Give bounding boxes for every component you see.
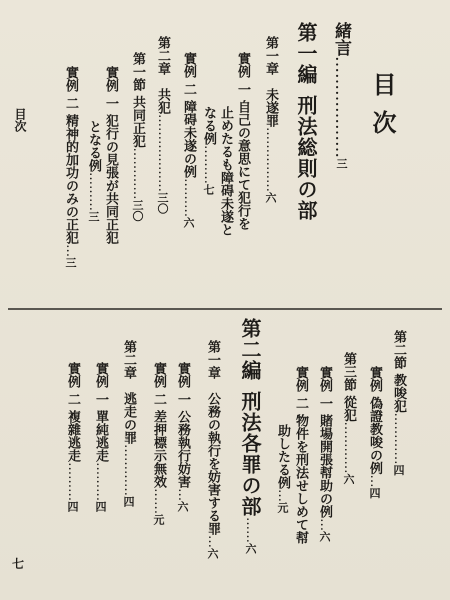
ch1-page: 六 xyxy=(264,192,277,203)
b-ch2-title: 逃走の罪 xyxy=(121,392,136,444)
toc-ex5[interactable]: 實例 偽證教唆の例…四 xyxy=(367,366,382,499)
ch1-label: 第一章 xyxy=(263,36,278,75)
toc-sec2[interactable]: 第二節 教唆犯…………四 xyxy=(391,330,406,476)
toc-part1[interactable] xyxy=(296,22,316,221)
ex6-page: 六 xyxy=(318,531,331,543)
toc-b-ex2[interactable]: 實例 二 差押標示無效……元 xyxy=(151,362,166,526)
b-ex3-title: 實例 一 單純逃走 xyxy=(93,362,108,463)
toc-part2[interactable]: 第二編刑法各罪の部……六 xyxy=(238,318,262,554)
ex6-title: 實例 一 賭場開張幇助の例 xyxy=(317,366,332,519)
b-ex2-page: 元 xyxy=(152,514,165,526)
ch2-page: 三〇 xyxy=(156,192,169,214)
toc-b-ex3[interactable]: 實例 一 單純逃走………四 xyxy=(93,362,108,513)
toc-ch1[interactable]: 第一章 未遂罪……………六 xyxy=(263,36,278,203)
margin-title: 目次 xyxy=(13,108,27,132)
ex4-page: 三 xyxy=(64,257,77,269)
toc-ex1-line3: なる例………七 xyxy=(201,106,216,195)
b-ch2-page: 四 xyxy=(122,496,135,507)
toc-ex4[interactable]: 實例 二 精神的加功のみの正犯…三 xyxy=(63,66,78,269)
toc-ex7-line2: 助したる例…元 xyxy=(275,424,290,513)
toc-ch2[interactable]: 第二章 共犯………………三〇 xyxy=(155,36,170,214)
toc-b-ch2[interactable]: 第二章 逃走の罪…………四 xyxy=(121,340,136,507)
sec2-title: 第二節 教唆犯 xyxy=(391,330,406,413)
b-ex4-title: 實例 二 複雜逃走 xyxy=(65,362,80,463)
ex5-page: 四 xyxy=(368,487,381,499)
toc-ex6[interactable]: 實例 一 賭場開張幇助の例…六 xyxy=(317,366,332,543)
toc-ex3-line2: となる例………三 xyxy=(86,120,101,222)
ch2-label: 第二章 xyxy=(155,36,170,75)
ex1-line3-text: なる例 xyxy=(201,106,216,145)
sec3-page: 六 xyxy=(342,473,355,485)
part1-title: 刑法総則の部 xyxy=(294,95,318,221)
margin-page-number: 七 xyxy=(12,557,25,571)
ex2-title: 實例 二 障碍未遂の例 xyxy=(181,52,196,179)
toc-ex7-line1[interactable]: 實例 二 物件を刑法せしめて幇 xyxy=(293,366,308,545)
sec1-page: 三〇 xyxy=(131,199,144,222)
b-ex2-title: 實例 二 差押標示無效 xyxy=(151,362,166,489)
b-ch1-page: 六 xyxy=(206,548,219,559)
part2-title: 刑法各罪の部 xyxy=(238,391,262,517)
toc-ex3-line1[interactable]: 實例 一 犯行の見張が共同正犯 xyxy=(103,66,118,245)
toc-b-ex1[interactable]: 實例 一 公務執行妨害…六 xyxy=(175,362,190,513)
toc-b-ch1[interactable]: 第一章 公務の執行を妨害する罪…六 xyxy=(205,340,220,559)
part2-label: 第二編 xyxy=(238,318,262,381)
ch2-title: 共犯 xyxy=(155,88,170,114)
toc-ex1-line1[interactable]: 實例 一 自己の意思にて犯行を xyxy=(235,52,250,231)
ch1-title: 未遂罪 xyxy=(263,88,278,127)
b-ch1-label: 第一章 xyxy=(205,340,220,379)
ex3-line2-text: となる例 xyxy=(86,120,101,172)
b-ch1-title: 公務の執行を妨害する罪 xyxy=(205,392,220,535)
b-ch2-label: 第二章 xyxy=(121,340,136,379)
part1-label: 第一編 xyxy=(294,22,318,85)
toc-b-ex4[interactable]: 實例 二 複雜逃走………四 xyxy=(65,362,80,513)
toc-sec1[interactable]: 第一節 共同正犯…………三〇 xyxy=(130,52,145,222)
b-ex3-page: 四 xyxy=(94,501,107,513)
toc-preface[interactable]: 緒言………………三 xyxy=(331,22,351,169)
ex3-page: 三 xyxy=(87,211,100,222)
b-ex4-page: 四 xyxy=(66,501,79,513)
toc-ex1-line2: 止めたるも障碍未遂と xyxy=(218,106,233,236)
ex2-page: 六 xyxy=(182,217,195,229)
part2-page: 六 xyxy=(244,543,257,554)
sec3-title: 第三節 從犯 xyxy=(341,352,356,422)
sec1-title: 第一節 共同正犯 xyxy=(130,52,145,148)
section-divider xyxy=(8,308,442,310)
toc-ex2[interactable]: 實例 二 障碍未遂の例………六 xyxy=(181,52,196,229)
ex7-line2-text: 助したる例 xyxy=(275,424,290,489)
b-ex1-page: 六 xyxy=(176,501,189,513)
preface-label: 緒言 xyxy=(331,22,351,56)
sec2-page: 四 xyxy=(392,464,405,476)
ex1-page: 七 xyxy=(202,184,215,195)
toc-sec3[interactable]: 第三節 從犯…………六 xyxy=(341,352,356,485)
ex7-page: 元 xyxy=(276,502,289,513)
ex5-title: 實例 偽證教唆の例 xyxy=(367,366,382,475)
page-title: 目次 xyxy=(368,72,397,148)
preface-page: 三 xyxy=(335,158,348,169)
ex4-title: 實例 二 精神的加功のみの正犯 xyxy=(63,66,78,245)
b-ex1-title: 實例 一 公務執行妨害 xyxy=(175,362,190,489)
